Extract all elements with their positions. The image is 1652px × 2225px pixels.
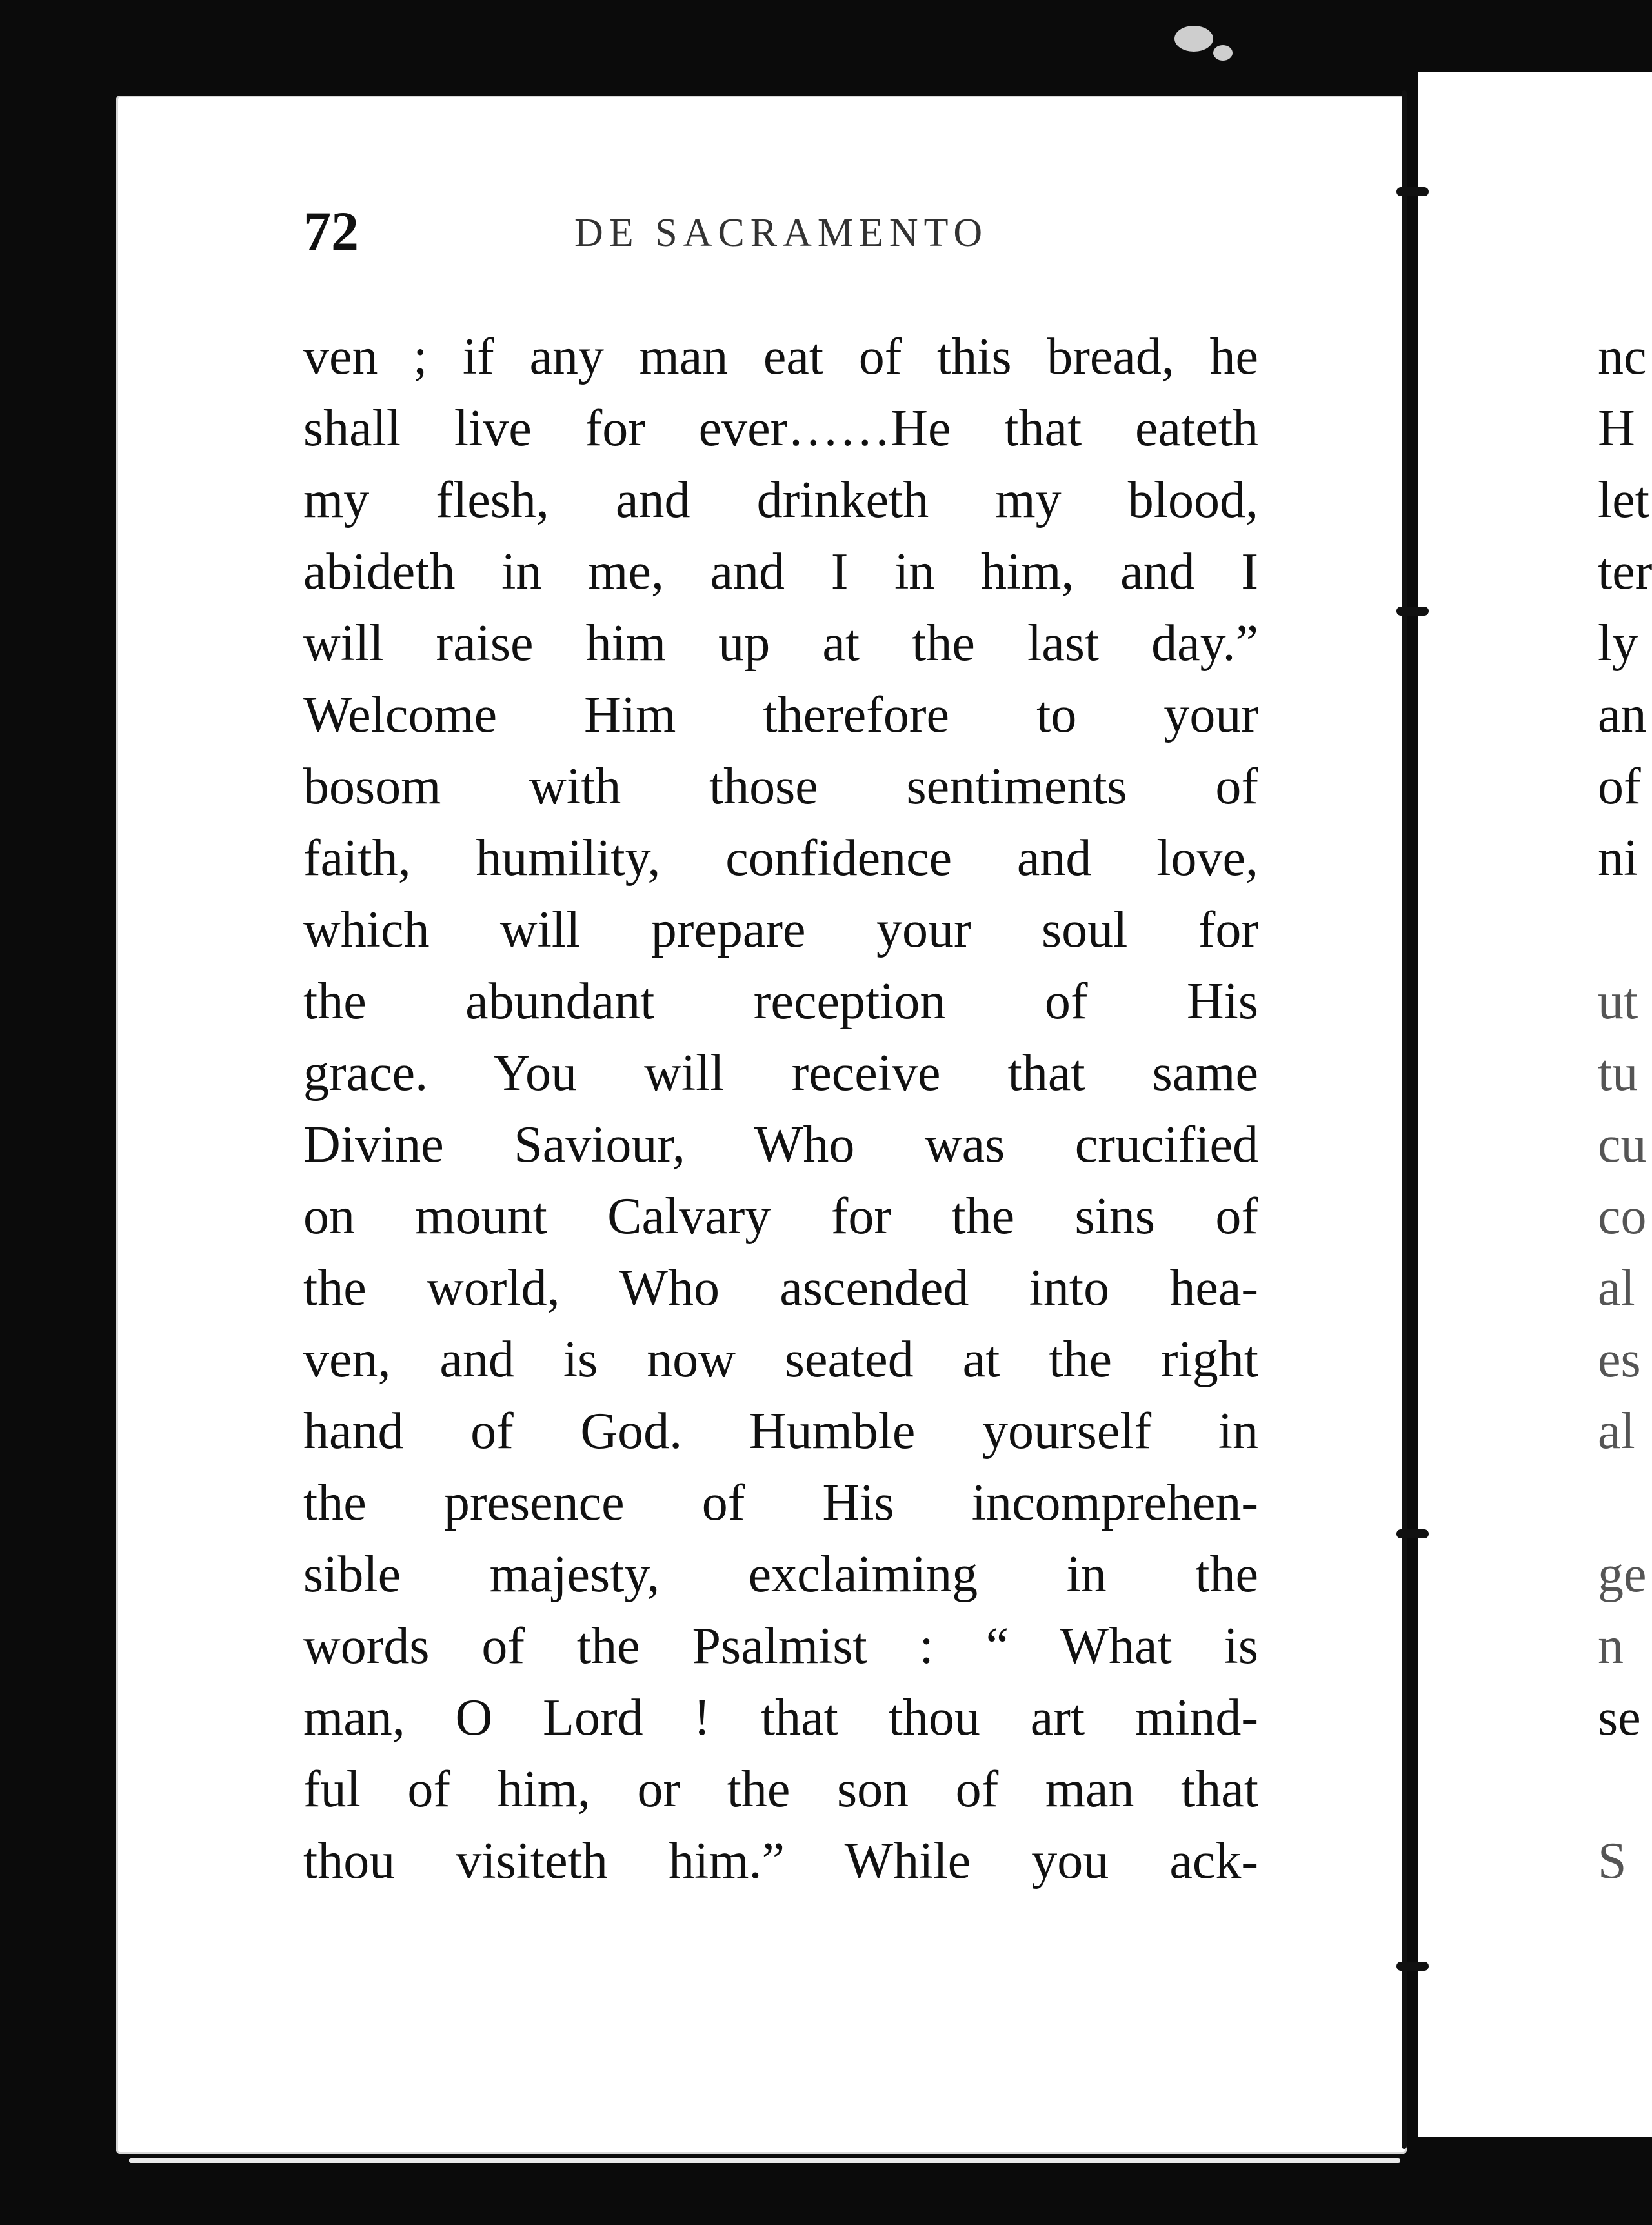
text-line: sible majesty, exclaiming in the xyxy=(303,1546,1258,1603)
page-body-text xyxy=(303,321,1258,1897)
cropped-fragment: S xyxy=(1598,1833,1627,1889)
cropped-fragment: ter xyxy=(1598,543,1652,600)
cropped-fragment: ge xyxy=(1598,1546,1647,1603)
text-line: my flesh, and drinketh my blood, xyxy=(303,472,1258,529)
binding-stitch xyxy=(1396,1529,1429,1538)
cropped-fragment: al xyxy=(1598,1403,1635,1460)
cropped-fragment: let xyxy=(1598,472,1649,529)
cropped-fragment: n xyxy=(1598,1618,1624,1675)
text-line: will raise him up at the last day.” xyxy=(303,615,1258,672)
page-number: 72 xyxy=(303,200,359,262)
cropped-fragment: co xyxy=(1598,1188,1647,1245)
text-line: bosom with those sentiments of xyxy=(303,758,1258,815)
text-line: Divine Saviour, Who was crucified xyxy=(303,1116,1258,1173)
scan-speck xyxy=(1213,45,1233,61)
cropped-fragment: ni xyxy=(1598,830,1638,887)
text-line: ful of him, or the son of man that xyxy=(303,1761,1258,1818)
text-line: hand of God. Humble yourself in xyxy=(303,1403,1258,1460)
cropped-fragment: ly xyxy=(1598,615,1638,672)
text-line: words of the Psalmist : “ What is xyxy=(303,1618,1258,1675)
page-header xyxy=(303,199,1336,270)
binding-stitch xyxy=(1396,187,1429,196)
binding-thread xyxy=(1402,90,1407,2149)
text-line: grace. You will receive that same xyxy=(303,1045,1258,1102)
cropped-fragment: cu xyxy=(1598,1116,1647,1173)
text-line: man, O Lord ! that thou art mind- xyxy=(303,1689,1258,1746)
text-line: Welcome Him therefore to your xyxy=(303,687,1258,743)
cropped-fragment: tu xyxy=(1598,1045,1638,1102)
cropped-fragment: of xyxy=(1598,758,1641,815)
text-line: which will prepare your soul for xyxy=(303,901,1258,958)
text-line: the world, Who ascended into hea- xyxy=(303,1260,1258,1316)
cropped-fragment: al xyxy=(1598,1260,1635,1316)
text-line: the presence of His incomprehen- xyxy=(303,1475,1258,1531)
book-spine-binding xyxy=(1394,90,1416,2149)
cropped-fragment: ut xyxy=(1598,973,1638,1030)
text-line: ven ; if any man eat of this bread, he xyxy=(303,328,1258,385)
binding-stitch xyxy=(1396,607,1429,616)
text-line: abideth in me, and I in him, and I xyxy=(303,543,1258,600)
text-line: the abundant reception of His xyxy=(303,973,1258,1030)
cropped-fragment: nc xyxy=(1598,328,1647,385)
text-line: ven, and is now seated at the right xyxy=(303,1331,1258,1388)
scan-speck xyxy=(1174,26,1213,52)
spacer xyxy=(1598,1754,1652,1826)
spacer xyxy=(1598,894,1652,966)
text-line: thou visiteth him.” While you ack- xyxy=(303,1833,1258,1889)
cropped-fragment: es xyxy=(1598,1331,1641,1388)
facing-page-cropped-text xyxy=(1598,321,1652,1897)
cropped-fragment: se xyxy=(1598,1689,1641,1746)
spacer xyxy=(1598,1467,1652,1539)
text-line: faith, humility, confidence and love, xyxy=(303,830,1258,887)
running-head: DE SACRAMENTO xyxy=(574,211,989,255)
text-line: on mount Calvary for the sins of xyxy=(303,1188,1258,1245)
cropped-fragment: an xyxy=(1598,687,1647,743)
binding-stitch xyxy=(1396,1962,1429,1971)
text-line: shall live for ever……He that eateth xyxy=(303,400,1258,457)
cropped-fragment: H xyxy=(1598,400,1635,457)
